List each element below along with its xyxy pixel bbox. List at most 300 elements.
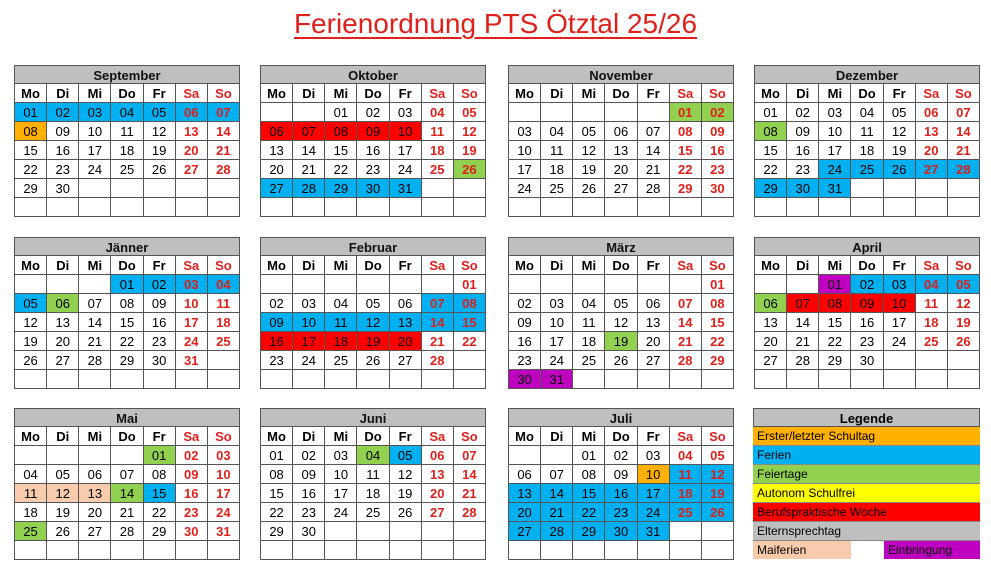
day-cell: 21 (670, 332, 702, 351)
weekday-header: Do (111, 84, 143, 103)
empty-cell (47, 446, 79, 465)
day-cell: 21 (422, 332, 454, 351)
day-cell: 17 (541, 332, 573, 351)
day-cell: 26 (47, 522, 79, 541)
weekday-header: Mo (509, 427, 541, 446)
day-cell: 24 (325, 503, 357, 522)
weekday-header: Mi (819, 256, 851, 275)
day-cell: 15 (15, 141, 47, 160)
day-cell: 02 (47, 103, 79, 122)
empty-cell (948, 351, 980, 370)
day-cell: 22 (755, 160, 787, 179)
day-cell: 16 (605, 484, 637, 503)
empty-cell (755, 198, 787, 217)
day-cell: 29 (819, 351, 851, 370)
day-cell: 24 (819, 160, 851, 179)
day-cell: 02 (509, 294, 541, 313)
day-cell: 23 (605, 503, 637, 522)
weekday-header: Mo (755, 256, 787, 275)
empty-cell (422, 275, 454, 294)
day-cell: 14 (948, 122, 980, 141)
empty-cell (208, 370, 240, 389)
day-cell: 28 (454, 503, 486, 522)
day-cell: 24 (208, 503, 240, 522)
weekday-header: Fr (390, 84, 422, 103)
legend-title: Legende (753, 408, 980, 427)
empty-cell (144, 179, 176, 198)
day-cell: 30 (851, 351, 883, 370)
weekday-header: Mi (79, 427, 111, 446)
empty-cell (541, 198, 573, 217)
empty-cell (605, 275, 637, 294)
day-cell: 13 (47, 313, 79, 332)
day-cell: 04 (208, 275, 240, 294)
day-cell: 28 (208, 160, 240, 179)
day-cell: 30 (509, 370, 541, 389)
month-title: April (754, 237, 980, 256)
day-cell: 02 (261, 294, 293, 313)
empty-cell (111, 198, 143, 217)
day-cell: 20 (261, 160, 293, 179)
day-cell: 17 (79, 141, 111, 160)
day-cell: 21 (638, 160, 670, 179)
legend-row (753, 541, 980, 560)
day-cell: 19 (390, 484, 422, 503)
day-cell: 14 (787, 313, 819, 332)
day-cell: 14 (79, 313, 111, 332)
day-cell: 31 (819, 179, 851, 198)
day-cell: 04 (15, 465, 47, 484)
day-cell: 15 (261, 484, 293, 503)
day-cell: 11 (422, 122, 454, 141)
month-dezember (754, 65, 980, 217)
empty-cell (702, 541, 734, 560)
weekday-header: Fr (638, 84, 670, 103)
month-title: Mai (14, 408, 240, 427)
day-cell: 30 (702, 179, 734, 198)
month-oktober (260, 65, 486, 217)
day-cell: 14 (422, 313, 454, 332)
day-cell: 11 (357, 465, 389, 484)
weekday-header: Do (851, 84, 883, 103)
empty-cell (948, 198, 980, 217)
day-cell: 08 (111, 294, 143, 313)
weekday-header: Mi (79, 256, 111, 275)
day-cell: 02 (851, 275, 883, 294)
day-cell: 30 (144, 351, 176, 370)
day-cell: 07 (541, 465, 573, 484)
weekday-header: Do (357, 256, 389, 275)
empty-cell (357, 522, 389, 541)
legend-row (753, 503, 980, 522)
empty-cell (638, 370, 670, 389)
empty-cell (851, 370, 883, 389)
month-februar (260, 237, 486, 389)
day-cell: 23 (261, 351, 293, 370)
month-mai (14, 408, 240, 560)
day-cell: 12 (390, 465, 422, 484)
day-cell: 04 (541, 122, 573, 141)
day-cell: 26 (15, 351, 47, 370)
empty-cell (144, 198, 176, 217)
day-cell: 23 (357, 160, 389, 179)
day-cell: 18 (573, 332, 605, 351)
day-cell: 10 (884, 294, 916, 313)
day-cell: 05 (357, 294, 389, 313)
day-cell: 15 (454, 313, 486, 332)
empty-cell (47, 541, 79, 560)
day-cell: 24 (884, 332, 916, 351)
day-cell: 12 (454, 122, 486, 141)
empty-cell (357, 370, 389, 389)
weekday-header: Mi (573, 256, 605, 275)
empty-cell (819, 370, 851, 389)
empty-cell (293, 103, 325, 122)
day-cell: 01 (670, 103, 702, 122)
day-cell: 04 (670, 446, 702, 465)
day-cell: 13 (176, 122, 208, 141)
day-cell: 03 (884, 275, 916, 294)
day-cell: 27 (916, 160, 948, 179)
day-cell: 06 (176, 103, 208, 122)
day-cell: 29 (702, 351, 734, 370)
weekday-header: Mi (573, 84, 605, 103)
empty-cell (293, 370, 325, 389)
empty-cell (47, 275, 79, 294)
day-cell: 25 (111, 160, 143, 179)
day-cell: 01 (15, 103, 47, 122)
empty-cell (509, 446, 541, 465)
empty-cell (208, 351, 240, 370)
day-cell: 21 (208, 141, 240, 160)
weekday-header: Do (605, 256, 637, 275)
month-title: Februar (260, 237, 486, 256)
day-cell: 05 (144, 103, 176, 122)
day-cell: 11 (325, 313, 357, 332)
day-cell: 27 (422, 503, 454, 522)
day-cell: 17 (509, 160, 541, 179)
day-cell: 02 (702, 103, 734, 122)
weekday-header: So (208, 84, 240, 103)
day-cell: 20 (176, 141, 208, 160)
empty-cell (293, 198, 325, 217)
day-cell: 15 (325, 141, 357, 160)
empty-cell (454, 541, 486, 560)
day-cell: 19 (144, 141, 176, 160)
day-cell: 06 (605, 122, 637, 141)
month-title: Juni (260, 408, 486, 427)
weekday-header: So (454, 84, 486, 103)
day-cell: 19 (357, 332, 389, 351)
empty-cell (357, 541, 389, 560)
day-cell: 12 (15, 313, 47, 332)
day-cell: 09 (47, 122, 79, 141)
day-cell: 18 (541, 160, 573, 179)
day-cell: 12 (357, 313, 389, 332)
empty-cell (638, 541, 670, 560)
empty-cell (702, 370, 734, 389)
weekday-header: Fr (638, 427, 670, 446)
weekday-header: Di (293, 256, 325, 275)
weekday-header: Sa (176, 84, 208, 103)
day-cell: 11 (670, 465, 702, 484)
day-cell: 28 (111, 522, 143, 541)
day-cell: 17 (208, 484, 240, 503)
day-cell: 25 (422, 160, 454, 179)
empty-cell (851, 179, 883, 198)
empty-cell (454, 370, 486, 389)
day-cell: 03 (176, 275, 208, 294)
month-jänner (14, 237, 240, 389)
weekday-header: Mo (15, 256, 47, 275)
empty-cell (916, 198, 948, 217)
empty-cell (111, 446, 143, 465)
day-cell: 16 (357, 141, 389, 160)
weekday-header: So (208, 427, 240, 446)
day-cell: 29 (670, 179, 702, 198)
legend-item-eltern: Elternsprechtag (753, 522, 980, 540)
empty-cell (144, 541, 176, 560)
weekday-header: Mi (79, 84, 111, 103)
empty-cell (605, 198, 637, 217)
weekday-header: Sa (670, 256, 702, 275)
day-cell: 07 (638, 122, 670, 141)
empty-cell (454, 179, 486, 198)
day-cell: 25 (541, 179, 573, 198)
empty-cell (670, 522, 702, 541)
weekday-header: So (948, 84, 980, 103)
weekday-header: Mo (261, 84, 293, 103)
empty-cell (111, 370, 143, 389)
empty-cell (208, 541, 240, 560)
empty-cell (670, 541, 702, 560)
day-cell: 22 (261, 503, 293, 522)
month-juli (508, 408, 734, 560)
day-cell: 18 (111, 141, 143, 160)
day-cell: 12 (948, 294, 980, 313)
weekday-header: Do (111, 427, 143, 446)
empty-cell (325, 198, 357, 217)
day-cell: 12 (884, 122, 916, 141)
day-cell: 27 (509, 522, 541, 541)
day-cell: 03 (509, 122, 541, 141)
month-title: Jänner (14, 237, 240, 256)
day-cell: 21 (293, 160, 325, 179)
day-cell: 28 (293, 179, 325, 198)
day-cell: 29 (573, 522, 605, 541)
empty-cell (357, 275, 389, 294)
day-cell: 07 (422, 294, 454, 313)
empty-cell (79, 198, 111, 217)
day-cell: 03 (208, 446, 240, 465)
day-cell: 26 (454, 160, 486, 179)
day-cell: 24 (390, 160, 422, 179)
weekday-header: Mo (261, 427, 293, 446)
empty-cell (144, 370, 176, 389)
day-cell: 02 (144, 275, 176, 294)
empty-cell (15, 198, 47, 217)
day-cell: 09 (509, 313, 541, 332)
empty-cell (573, 198, 605, 217)
day-cell: 06 (390, 294, 422, 313)
day-cell: 01 (702, 275, 734, 294)
day-cell: 20 (422, 484, 454, 503)
day-cell: 10 (509, 141, 541, 160)
empty-cell (293, 541, 325, 560)
day-cell: 13 (755, 313, 787, 332)
day-cell: 04 (325, 294, 357, 313)
day-cell: 26 (390, 503, 422, 522)
empty-cell (390, 522, 422, 541)
day-cell: 25 (670, 503, 702, 522)
day-cell: 15 (573, 484, 605, 503)
day-cell: 25 (15, 522, 47, 541)
day-cell: 13 (261, 141, 293, 160)
day-cell: 07 (787, 294, 819, 313)
page-title: Ferienordnung PTS Ötztal 25/26 (293, 8, 698, 39)
legend-row (753, 446, 980, 465)
day-cell: 27 (605, 179, 637, 198)
empty-cell (787, 275, 819, 294)
day-cell: 22 (325, 160, 357, 179)
empty-cell (605, 370, 637, 389)
day-cell: 20 (509, 503, 541, 522)
day-cell: 16 (851, 313, 883, 332)
day-cell: 26 (605, 351, 637, 370)
weekday-header: Fr (884, 84, 916, 103)
day-cell: 19 (15, 332, 47, 351)
day-cell: 16 (47, 141, 79, 160)
legend-item-einbringung: Einbringung (884, 541, 980, 559)
day-cell: 27 (79, 522, 111, 541)
legend-row (753, 522, 980, 541)
day-cell: 13 (422, 465, 454, 484)
day-cell: 05 (948, 275, 980, 294)
day-cell: 25 (573, 351, 605, 370)
day-cell: 04 (851, 103, 883, 122)
day-cell: 12 (605, 313, 637, 332)
day-cell: 27 (390, 351, 422, 370)
day-cell: 20 (755, 332, 787, 351)
day-cell: 20 (390, 332, 422, 351)
day-cell: 30 (787, 179, 819, 198)
empty-cell (573, 275, 605, 294)
day-cell: 10 (176, 294, 208, 313)
day-cell: 17 (884, 313, 916, 332)
day-cell: 06 (916, 103, 948, 122)
day-cell: 05 (884, 103, 916, 122)
month-september (14, 65, 240, 217)
empty-cell (787, 370, 819, 389)
day-cell: 12 (702, 465, 734, 484)
day-cell: 09 (702, 122, 734, 141)
day-cell: 27 (638, 351, 670, 370)
day-cell: 23 (293, 503, 325, 522)
day-cell: 15 (144, 484, 176, 503)
day-cell: 16 (293, 484, 325, 503)
weekday-header: Mo (15, 84, 47, 103)
day-cell: 27 (755, 351, 787, 370)
day-cell: 23 (144, 332, 176, 351)
day-cell: 28 (541, 522, 573, 541)
day-cell: 02 (357, 103, 389, 122)
legend-row (753, 465, 980, 484)
legend-items (753, 427, 980, 560)
day-cell: 20 (47, 332, 79, 351)
empty-cell (884, 370, 916, 389)
day-cell: 04 (111, 103, 143, 122)
month-april (754, 237, 980, 389)
empty-cell (79, 275, 111, 294)
day-cell: 30 (605, 522, 637, 541)
day-cell: 10 (541, 313, 573, 332)
empty-cell (454, 522, 486, 541)
day-cell: 17 (325, 484, 357, 503)
day-cell: 10 (293, 313, 325, 332)
day-cell: 14 (454, 465, 486, 484)
day-cell: 30 (293, 522, 325, 541)
day-cell: 26 (884, 160, 916, 179)
day-cell: 22 (111, 332, 143, 351)
day-cell: 08 (454, 294, 486, 313)
day-cell: 08 (325, 122, 357, 141)
empty-cell (261, 103, 293, 122)
day-cell: 28 (670, 351, 702, 370)
day-cell: 04 (916, 275, 948, 294)
day-cell: 05 (573, 122, 605, 141)
empty-cell (755, 370, 787, 389)
empty-cell (884, 198, 916, 217)
day-cell: 12 (573, 141, 605, 160)
day-cell: 01 (325, 103, 357, 122)
day-cell: 12 (144, 122, 176, 141)
day-cell: 01 (144, 446, 176, 465)
weekday-header: So (702, 427, 734, 446)
empty-cell (79, 446, 111, 465)
weekday-header: Sa (176, 427, 208, 446)
empty-cell (111, 541, 143, 560)
empty-cell (15, 446, 47, 465)
empty-cell (208, 179, 240, 198)
day-cell: 22 (144, 503, 176, 522)
day-cell: 08 (755, 122, 787, 141)
day-cell: 09 (605, 465, 637, 484)
day-cell: 16 (144, 313, 176, 332)
empty-cell (638, 103, 670, 122)
day-cell: 19 (47, 503, 79, 522)
day-cell: 14 (638, 141, 670, 160)
weekday-header: Sa (176, 256, 208, 275)
weekday-header: Di (47, 427, 79, 446)
day-cell: 18 (851, 141, 883, 160)
day-cell: 06 (79, 465, 111, 484)
weekday-header: Mi (325, 427, 357, 446)
day-cell: 22 (702, 332, 734, 351)
day-cell: 08 (670, 122, 702, 141)
weekday-header: Sa (916, 256, 948, 275)
day-cell: 10 (819, 122, 851, 141)
day-cell: 24 (638, 503, 670, 522)
day-cell: 06 (509, 465, 541, 484)
weekday-header: Do (111, 256, 143, 275)
day-cell: 09 (176, 465, 208, 484)
empty-cell (390, 370, 422, 389)
day-cell: 06 (422, 446, 454, 465)
day-cell: 03 (79, 103, 111, 122)
month-november (508, 65, 734, 217)
day-cell: 10 (79, 122, 111, 141)
empty-cell (261, 370, 293, 389)
